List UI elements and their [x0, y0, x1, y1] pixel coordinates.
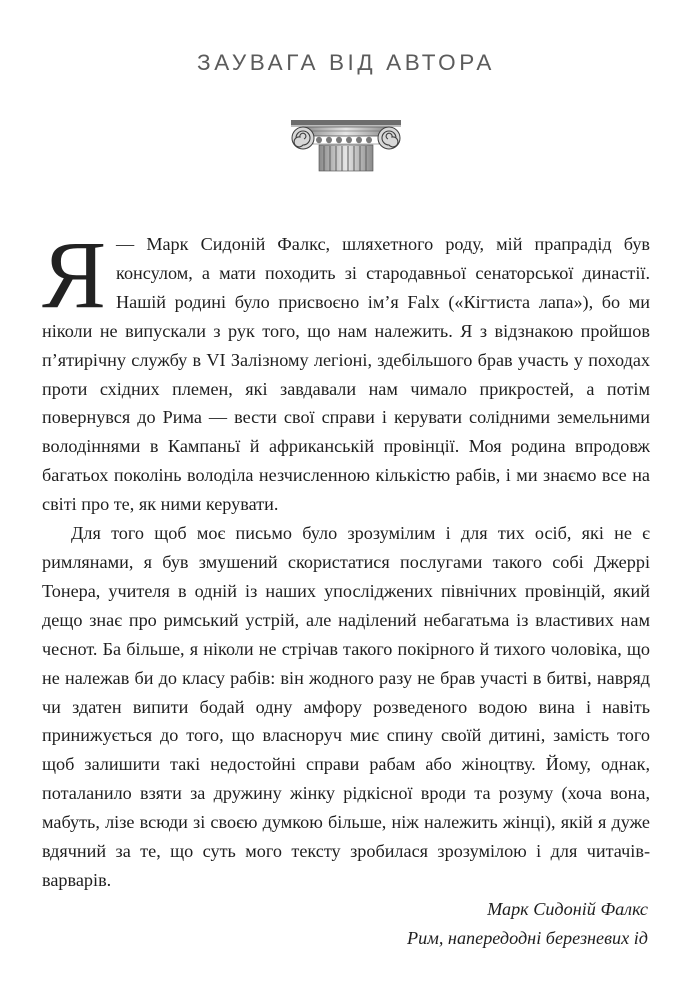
signature-block: [407, 895, 648, 952]
paragraph-1-text: — Марк Сидоній Фалкс, шляхетного роду, мій прапрадід був консулом, а мати походить зі стародавньої сенаторської династії. Нашій родині було присвоєно ім’я Falx («Кігтиста лапа»), бо ми ніколи не випускали з рук того, що нам належить. Я з відзнакою пройшов п’ятирічну службу в VI Залізному легіоні, здебільшого брав участь у походах проти східних племен, які завдавали нам чимало прикростей, а потім повернувся до Рима — вести свої справи і керувати солідними земельними володіннями в Кампаньї й африканській провінції. Моя родина впродовж багатьох поколінь володіла незчисленною кількістю рабів, і ми знаємо все на світі про те, як ними керувати.: [42, 234, 650, 515]
drop-cap: Я: [42, 221, 107, 328]
paragraph-2: Для того щоб моє письмо було зрозумілим і для тих осіб, які не є римлянами, я був змушений скористатися послугами такого собі Джеррі Тонера, учителя в одній із наших упосліджених північних провінцій, який дещо знає про римський устрій, але наділений небагатьма із властивих нам чеснот. Ба більше, я ніколи не стрічав такого покірного й тихого чоловіка, що не належав би до класу рабів: він жодного разу не брав участі в битві, навряд чи здатен випити бодай одну амфору розведеного водою вина і навіть принижується до того, що власноруч миє спину своїй дитині, замість того щоб залишити такі недостойні справи рабам або жіноцтву. Йому, однак, поталанило взяти за дружину жінку рідкісної вроди та розуму (хоча вона, мабуть, лізе всюди зі своєю думкою більше, ніж належить жінці), якій я дуже вдячний за те, що суть мого тексту зробилася зрозумілою і для читачів-варварів.: [42, 523, 650, 890]
paragraph-1: [42, 221, 650, 519]
chapter-heading: ЗАУВАГА ВІД АВТОРА: [197, 50, 495, 75]
ionic-capital-icon: [289, 114, 403, 172]
body-text: [42, 221, 650, 895]
signature-name: Марк Сидоній Фалкс: [487, 899, 648, 919]
signature-place-date: Рим, напередодні березневих ід: [407, 927, 648, 948]
